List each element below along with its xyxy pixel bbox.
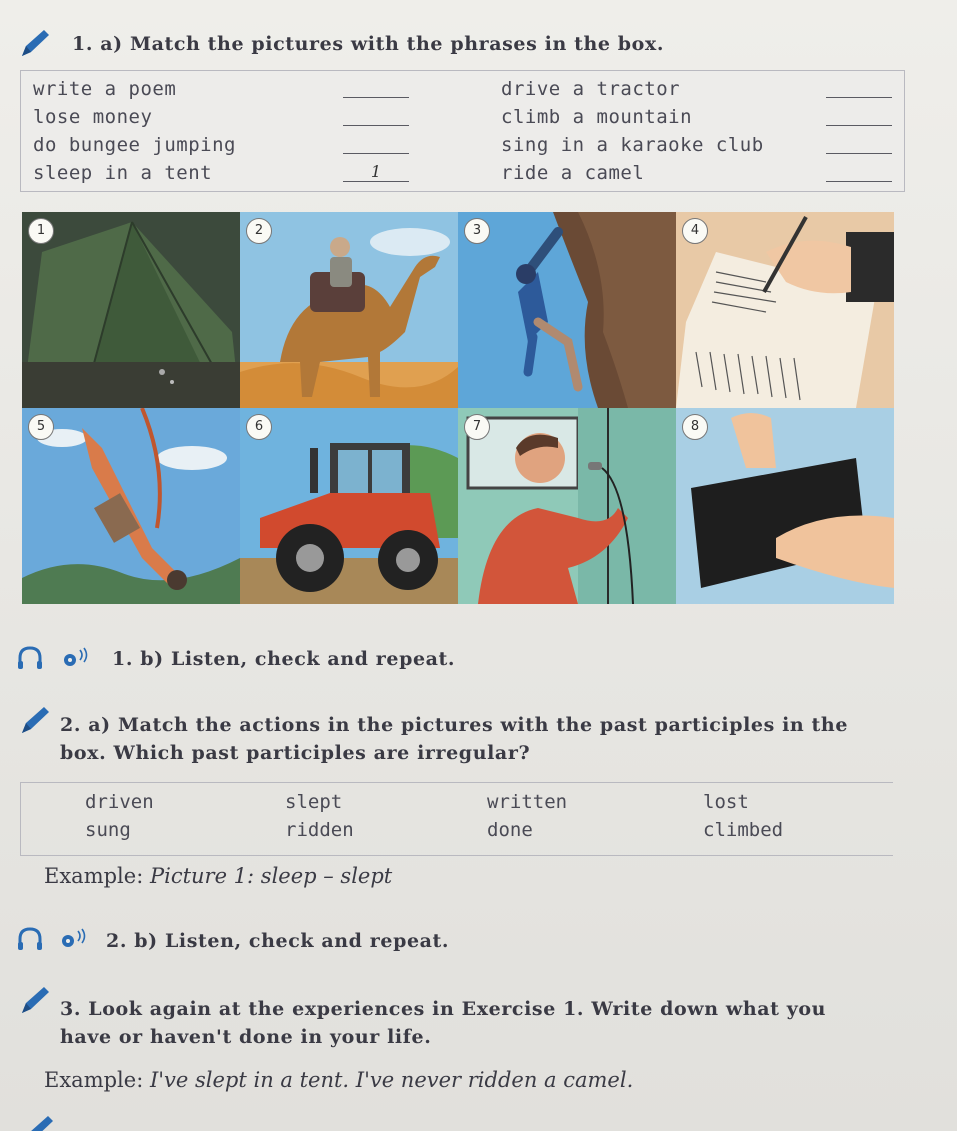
- exercise-2a-example: [44, 864, 392, 888]
- picture-number: 5: [28, 414, 54, 440]
- example-text: I've slept in a tent. I've never ridden a camel.: [149, 1068, 634, 1092]
- headphones-icon: [16, 645, 44, 671]
- picture-grid: [22, 212, 894, 604]
- picture-number: 7: [464, 414, 490, 440]
- picture-camel: [240, 212, 458, 408]
- answer-blank[interactable]: [826, 108, 892, 126]
- phrase-bungee-jumping: do bungee jumping: [33, 134, 236, 156]
- picture-writing: [676, 212, 894, 408]
- phrase-climb-a-mountain: climb a mountain: [501, 106, 693, 128]
- exercise-2a-heading-line2: box. Which past participles are irregular?: [60, 742, 531, 764]
- phrase-box: [20, 70, 905, 192]
- exercise-1b-heading: 1. b) Listen, check and repeat.: [112, 648, 456, 670]
- audio-cd-icon: [60, 645, 90, 671]
- picture-number: 1: [28, 218, 54, 244]
- phrase-sleep-in-a-tent: sleep in a tent: [33, 162, 213, 184]
- picture-number: 6: [246, 414, 272, 440]
- picture-bungee: [22, 408, 240, 604]
- exercise-3-heading-line2: have or haven't done in your life.: [60, 1026, 432, 1048]
- example-text: Picture 1: sleep – slept: [149, 864, 393, 888]
- pencil-icon: [18, 703, 52, 737]
- picture-wallet: [676, 408, 894, 604]
- example-label: Example:: [44, 1068, 144, 1092]
- participle-word: driven: [85, 791, 154, 813]
- answer-blank[interactable]: [343, 108, 409, 126]
- picture-number: 8: [682, 414, 708, 440]
- exercise-3-heading-line1: 3. Look again at the experiences in Exercise 1. Write down what you: [60, 998, 827, 1020]
- answer-blank[interactable]: [826, 136, 892, 154]
- phrase-sing-karaoke: sing in a karaoke club: [501, 134, 764, 156]
- picture-number: 4: [682, 218, 708, 244]
- answer-blank[interactable]: [826, 164, 892, 182]
- participle-box: [20, 782, 893, 856]
- exercise-2b-heading: 2. b) Listen, check and repeat.: [106, 930, 450, 952]
- exercise-2a-heading-line1: 2. a) Match the actions in the pictures with the past participles in the: [60, 714, 849, 736]
- example-label: Example:: [44, 864, 144, 888]
- answer-blank[interactable]: [343, 80, 409, 98]
- participle-word: written: [487, 791, 568, 813]
- phrase-lose-money: lose money: [33, 106, 153, 128]
- participle-word: slept: [285, 791, 343, 813]
- phrase-ride-a-camel: ride a camel: [501, 162, 645, 184]
- phrase-write-a-poem: write a poem: [33, 78, 177, 100]
- exercise-1a-heading: 1. a) Match the pictures with the phrases in the box.: [72, 33, 665, 55]
- pencil-icon: [22, 1112, 56, 1131]
- picture-climbing: [458, 212, 676, 408]
- audio-cd-icon: [58, 926, 88, 952]
- participle-word: ridden: [285, 819, 354, 841]
- answer-blank[interactable]: 1: [343, 164, 409, 182]
- pencil-icon: [18, 26, 52, 60]
- participle-word: sung: [85, 819, 131, 841]
- participle-word: lost: [703, 791, 749, 813]
- answer-blank[interactable]: [826, 80, 892, 98]
- participle-word: done: [487, 819, 533, 841]
- exercise-3-example: [44, 1068, 633, 1092]
- picture-tent: [22, 212, 240, 408]
- participle-word: climbed: [703, 819, 784, 841]
- headphones-icon: [16, 926, 44, 952]
- picture-number: 3: [464, 218, 490, 244]
- picture-karaoke: [458, 408, 676, 604]
- picture-tractor: [240, 408, 458, 604]
- pencil-icon: [18, 983, 52, 1017]
- answer-blank[interactable]: [343, 136, 409, 154]
- picture-number: 2: [246, 218, 272, 244]
- phrase-drive-a-tractor: drive a tractor: [501, 78, 681, 100]
